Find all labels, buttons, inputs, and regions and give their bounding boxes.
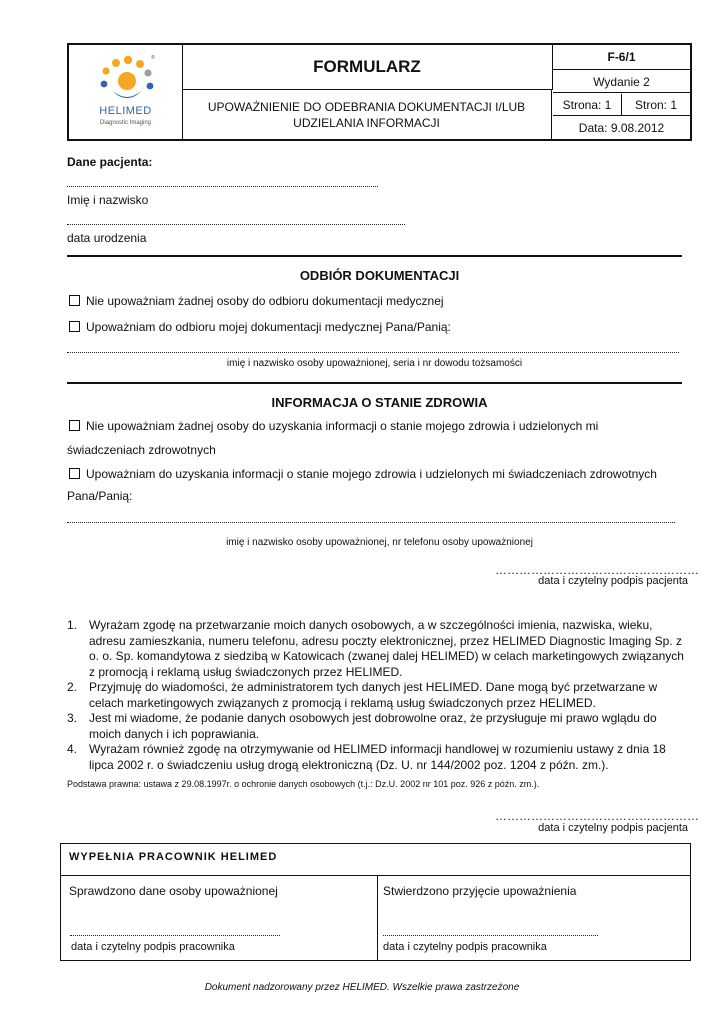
pickup-caption: imię i nazwisko osoby upoważnionej, seria i nr dowodu tożsamości (226, 358, 523, 369)
staff-received-sign-field[interactable] (383, 935, 598, 936)
health-option-none-label: Nie upoważniam żadnej osoby do uzyskania informacji o stanie mojego zdrowia i udzielonych mi (86, 419, 599, 433)
list-item-text: Jest mi wiadome, że podanie danych osobowych jest dobrowolne oraz, że przysługuje mi prawo wglądu do moich danych i ich poprawiania. (89, 711, 657, 741)
form-edition: Wydanie 2 (553, 71, 690, 93)
list-item-text: Wyrażam również zgodę na otrzymywanie od HELIMED informacji handlowej w rozumieniu ustawy z dnia 18 lipca 2002 r. o świadczeniu usług drogą elektroniczną (Dz. U. nr 144/2002 poz. 1204 z późn. zm.). (89, 742, 666, 772)
patient-signature-label-1: data i czytelny podpis pacjenta (538, 575, 688, 587)
divider (67, 255, 682, 257)
patient-name-field[interactable] (67, 186, 378, 187)
form-title: FORMULARZ (182, 45, 553, 90)
logo-subtext: Diagnostic Imaging (99, 120, 152, 126)
staff-divider (377, 876, 378, 960)
pickup-person-field[interactable] (67, 352, 679, 353)
health-option-authorize-label: Upoważniam do uzyskania informacji o stanie mojego zdrowia i udzielonych mi świadczeniach zdrowotnych (86, 467, 657, 481)
logo-cell (69, 45, 183, 139)
list-item-text: Wyrażam zgodę na przetwarzanie moich danych osobowych, a w szczególności imienia, nazwiska, wieku, adresu zamieszkania, numeru telefonu, adresu poczty elektronicznej, przez HELIMED Diagnostic Imaging Sp. z o. o. Sp. komandytowa z siedzibą w Katowicach (zwanej dalej HELIMED) w celach marketingowych związanych z promocją i reklamą usług świadczonych przez HELIMED. (89, 618, 684, 679)
patient-signature-field-1[interactable]: …………………………………………… (495, 563, 699, 577)
health-option-authorize-cont: Pana/Panią: (67, 489, 133, 503)
list-item (67, 711, 687, 742)
checkbox[interactable] (69, 295, 80, 306)
divider (67, 382, 682, 384)
staff-verified-sign-label: data i czytelny podpis pracownika (71, 941, 235, 953)
list-item-number: 4. (67, 742, 78, 756)
pickup-option-none[interactable] (69, 294, 444, 308)
list-item (67, 742, 687, 773)
legal-basis: Podstawa prawna: ustawa z 29.08.1997r. o ochronie danych osobowych (t.j.: Dz.U. 2002 nr 101 poz. 926 z późn. zm.). (67, 779, 540, 789)
consent-list (67, 618, 687, 773)
form-code: F-6/1 (553, 45, 690, 70)
patient-signature-field-2[interactable]: …………………………………………… (495, 809, 699, 823)
list-item (67, 618, 687, 680)
list-item-text: Przyjmuję do wiadomości, że administratorem tych danych jest HELIMED. Dane mogą być przetwarzane w celach marketingowych związanych z promocją i reklamą usług świadczonych przez HELIMED. (89, 680, 658, 710)
footer-note: Dokument nadzorowany przez HELIMED. Wszelkie prawa zastrzeżone (204, 982, 520, 993)
form-page: Strona: 1 (553, 94, 622, 116)
list-item-number: 2. (67, 680, 78, 694)
pickup-option-authorize-label: Upoważniam do odbioru mojej dokumentacji medycznej Pana/Panią: (86, 320, 451, 334)
health-option-none-cont: świadczeniach zdrowotnych (67, 443, 216, 457)
health-option-authorize[interactable] (69, 467, 657, 481)
staff-verified-label: Sprawdzono dane osoby upoważnionej (69, 884, 278, 898)
health-person-field[interactable] (67, 522, 675, 523)
logo-text: HELIMED (99, 105, 152, 117)
pickup-heading: ODBIÓR DOKUMENTACJI (299, 268, 460, 283)
form-subtitle-text: UPOWAŻNIENIE DO ODEBRANIA DOKUMENTACJI I/LUB UDZIELANIA INFORMACJI (207, 99, 526, 130)
patient-heading: Dane pacjenta: (67, 155, 153, 169)
pickup-option-none-label: Nie upoważniam żadnej osoby do odbioru dokumentacji medycznej (86, 294, 444, 308)
staff-heading: WYPEŁNIA PRACOWNIK HELIMED (61, 844, 690, 876)
checkbox[interactable] (69, 468, 80, 479)
staff-verified-sign-field[interactable] (70, 935, 280, 936)
list-item (67, 680, 687, 711)
checkbox[interactable] (69, 420, 80, 431)
patient-signature-label-2: data i czytelny podpis pacjenta (538, 822, 688, 834)
svg-text:®: ® (151, 55, 155, 61)
checkbox[interactable] (69, 321, 80, 332)
list-item-number: 3. (67, 711, 78, 725)
patient-dob-field[interactable] (67, 224, 405, 225)
document-header (67, 43, 692, 141)
health-caption: imię i nazwisko osoby upoważnionej, nr telefonu osoby upoważnionej (226, 537, 533, 548)
form-pages: Stron: 1 (622, 94, 690, 116)
list-item-number: 1. (67, 618, 78, 632)
health-heading: INFORMACJA O STANIE ZDROWIA (271, 395, 488, 410)
staff-received-label: Stwierdzono przyjęcie upoważnienia (383, 884, 577, 898)
patient-dob-label: data urodzenia (67, 231, 147, 245)
staff-received-sign-label: data i czytelny podpis pracownika (383, 941, 547, 953)
staff-box (60, 843, 691, 961)
health-option-none[interactable] (69, 419, 598, 433)
form-date: Data: 9.08.2012 (578, 121, 665, 135)
pickup-option-authorize[interactable] (69, 320, 451, 334)
form-subtitle (182, 90, 552, 139)
patient-name-label: Imię i nazwisko (67, 193, 149, 207)
